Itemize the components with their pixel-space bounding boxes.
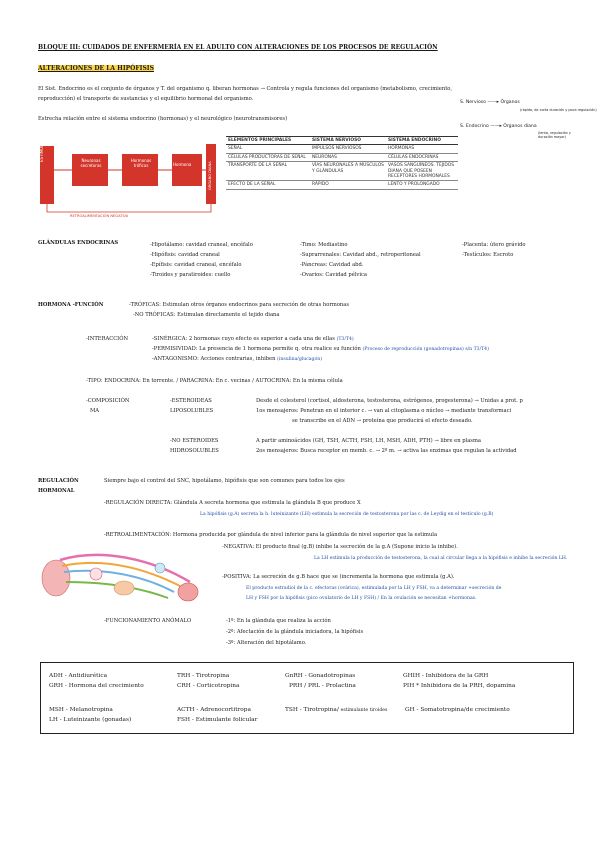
esteroideas-desc-3: se transcribe en el ADN → proteína que producirá el efecto deseado.: [292, 418, 473, 424]
table-header-cell: SISTEMA NERVIOSO: [310, 137, 386, 145]
permisividad: [152, 346, 489, 352]
table-cell: RÁPIDO: [310, 181, 386, 189]
diagram-target: ÓRGANO DIANA: [208, 161, 212, 190]
composicion-label-2: MA: [90, 408, 100, 414]
comparison-table: [226, 136, 458, 190]
legend-item-note: estimulante tiroides: [340, 708, 388, 713]
table-cell: VÍAS NEURONALES A MÚSCULOS Y GLÁNDULAS: [310, 162, 386, 181]
legend-item: LH - Luteinizante (gonadas): [49, 717, 132, 723]
regulacion-directa-note: La hipófisis (g.A) secreta la h. luteinizante (LH) estimula la secreción de testosterona por las c. de Leydig en el testículo (g.B): [200, 512, 494, 517]
hormona-no-troficas: -NO TRÓFICAS: Estimulan directamente el tejido diana: [133, 312, 280, 318]
section-subtitle: ALTERACIONES DE LA HIPÓFISIS: [38, 65, 154, 72]
table-cell: SEÑAL: [226, 145, 310, 153]
anomalo-2: -2º: Afectación de la glándula iniciadora, la hipófisis: [226, 629, 364, 635]
table-cell: HORMONAS: [386, 145, 458, 153]
table-header-row: [226, 137, 458, 145]
legend-item: TRH - Tirotropina: [177, 673, 230, 679]
sinergica-note: (T3/T4): [336, 337, 354, 342]
legend-item: GH - Somatotropina/de crecimiento: [405, 707, 510, 713]
legend-item: CRH - Corticotropina: [177, 683, 240, 689]
permisividad-note: (Proceso de reproducción (gonadotropinas) s/n T3/T4): [362, 347, 489, 352]
page-title: BLOQUE III: CUIDADOS DE ENFERMERÍA EN EL ADULTO CON ALTERACIONES DE LOS PROCESOS DE REGULACIÓN: [38, 44, 438, 51]
glandulas-col1: [150, 240, 253, 280]
interaccion-label: -INTERACCIÓN: [86, 336, 129, 342]
side-note-endocrino-target: Órganos diana: [503, 124, 537, 129]
list-item: -Timo: Mediastino: [300, 242, 348, 248]
sinergica-text: -SINÉRGICA: 2 hormonas cuyo efecto es superior a cada una de ellas: [152, 336, 335, 342]
feedback-illustration: [40, 552, 200, 606]
retro-negativa-note: La LH estimula la producción de testosterona, la cual al circular llega a la hipófisis e inhibe la secreción LH.: [314, 556, 568, 561]
table-row: [226, 153, 458, 161]
side-note-nervioso-target: Órganos: [500, 100, 520, 105]
legend-item: ACTH - Adrenocortitropa: [177, 707, 251, 713]
legend-item: ADH - Antidiurética: [49, 673, 108, 679]
regulacion-intro: Siempre bajo el control del SNC, hipotálamo, hipófisis que son comunes para todos los ejes: [104, 478, 345, 484]
legend-item: PRH / PRL - Prolactina: [289, 683, 356, 689]
table-cell: LENTO Y PROLONGADO: [386, 181, 458, 189]
table-cell: VASOS SANGUÍNEOS. TEJIDOS DIANA QUE POSEEN RECEPTORES HORMONALES: [386, 162, 458, 181]
anomalo-1: -1º: En la glándula que realiza la acción: [226, 618, 331, 624]
hormona-troficas: -TRÓFICAS: Estimulan otros órganos endocrinos para secreción de otras hormonas: [129, 302, 349, 308]
list-item: -Hipófisis: cavidad craneal: [150, 252, 220, 258]
table-row: [226, 162, 458, 181]
legend-item: MSH - Melanotropina: [49, 707, 113, 713]
diagram-bottom: RETROALIMENTACIÓN NEGATIVA: [70, 214, 129, 218]
esteroideas-label: -ESTEROIDEAS: [170, 398, 212, 404]
hidrosolubles-label: HIDROSOLUBLES: [170, 448, 219, 454]
diagram-stimulus: ESTÍMULO: [39, 141, 44, 162]
sinergica: [152, 336, 354, 342]
table-cell: EFECTO DE LA SEÑAL: [226, 181, 310, 189]
regulacion-label-2: HORMONAL: [38, 488, 75, 494]
organ-shape: [155, 563, 165, 573]
legend-item: PIH * Inhibidora de la PRH, dopamina: [403, 683, 516, 689]
retro-positiva-note-2: LH y FSH por la hipófisis (pico ovulatorio de LH y FSH) / En la ovulación se necesitan +hormonas.: [246, 596, 477, 601]
retroalimentacion: -RETROALIMENTACIÓN: Hormona producida por glándula de nivel inferior para la glándula de nivel superior que la estimula: [104, 532, 438, 538]
list-item: -Páncreas: Cavidad abd.: [300, 262, 364, 268]
table-cell: CÉLULAS PRODUCTORAS DE SEÑAL: [226, 153, 310, 161]
tipo-line: -TIPO: ENDOCRINA: En torrente. / PARACRINA: En c. vecinas / AUTOCRINA: En la misma célula: [86, 378, 343, 384]
antagonismo-text: -ANTAGONISMO: Acciones contrarias, inhiben: [152, 356, 276, 362]
table-cell: IMPULSOS NERVIOSOS: [310, 145, 386, 153]
diagram-box1: Neuronas secretoras: [80, 158, 102, 168]
side-note-endocrino: [460, 124, 537, 129]
regulacion-label-1: REGULACIÓN: [38, 478, 79, 484]
intro-line-3: Estrecha relación entre el sistema endocrino (hormonas) y el neurológico (neurotransmisores): [38, 116, 288, 122]
box3-rect: [172, 154, 202, 186]
liposolubles-label: LIPOSOLUBLES: [170, 408, 214, 414]
table-row: [226, 181, 458, 189]
diagram-box2: Hormonas tróficas: [130, 158, 152, 168]
glandulas-col3: [462, 240, 526, 260]
table-header-cell: ELEMENTOS PRINCIPALES: [226, 137, 310, 145]
side-note-endocrino-label: S. Endocrino: [460, 124, 489, 129]
legend-item: [285, 707, 387, 713]
intro-line-2: reproducción) el transporte de sustancias y el equilibrio hormonal del organismo.: [38, 96, 254, 102]
retro-positiva: -POSITIVA: La secreción de g.B hace que se (incrementa la hormona que estimula (g.A).: [222, 574, 455, 580]
legend-item-main: TSH - Tirotropina/: [285, 707, 339, 713]
retro-negativa: -NEGATIVA: El producto final (g.B) inhibe la secreción de la g.A (Supone inicio la inhibe).: [222, 544, 458, 550]
list-item: -Hipotálamo: cavidad craneal, encéfalo: [150, 242, 253, 248]
list-item: -Testículos: Escroto: [462, 252, 514, 258]
side-note-nervioso-sub: (rápida, de corta duración y poca regulación): [520, 108, 597, 112]
side-note-nervioso: [460, 100, 520, 105]
retro-positiva-note-1: El producto estradiol de la c. efectoras (ovárica), estimulada por la LH y FSH, va a determinar +secreción de: [246, 586, 502, 591]
antagonismo-note: (insulina/glucagón): [277, 357, 322, 362]
table-row: [226, 145, 458, 153]
list-item: -Epífisis: cavidad craneal, encéfalo: [150, 262, 242, 268]
esteroideas-desc-2: 1os mensajeros: Penetran en el interior c. → van al citoplasma o núcleo → mediante transformaci: [256, 408, 512, 414]
legend-item: FSH - Estimulante folicular: [177, 717, 258, 723]
antagonismo: [152, 356, 322, 362]
feedback-loop: [47, 204, 211, 212]
legend-item: GnRH - Gonadotropinas: [285, 673, 356, 679]
funcionamiento-anomalo-label: -FUNCIONAMIENTO ANÓMALO: [104, 618, 192, 624]
organ-shape: [114, 581, 134, 595]
list-item: -Placenta: útero grávido: [462, 242, 526, 248]
diagram-box3: Hormona: [173, 162, 192, 167]
list-item: -Suprarrenales: Cavidad abd., retroperitoneal: [300, 252, 421, 258]
organ-shape: [90, 568, 102, 580]
table-cell: CÉLULAS ENDOCRINAS: [386, 153, 458, 161]
legend-item: GRH - Hormona del crecimiento: [49, 683, 144, 689]
legend-item: GHIH - Inhibidora de la GRH: [403, 673, 489, 679]
no-esteroides-desc-1: A partir aminoácidos (GH, TSH, ACTH, FSH, LH, MSH, ADH, PTH) → libre en plasma: [256, 438, 481, 444]
side-note-nervioso-label: S. Nervioso: [460, 100, 486, 105]
abbreviations-legend: [40, 662, 574, 734]
glandulas-col2: [300, 240, 421, 280]
table-cell: NEURONAS: [310, 153, 386, 161]
arrow-icon: ——▸: [490, 124, 504, 129]
table-cell: TRANSPORTE DE LA SEÑAL: [226, 162, 310, 181]
table-header-cell: SISTEMA ENDOCRINO: [386, 137, 458, 145]
composicion-label: -COMPOSICIÓN: [86, 398, 130, 404]
no-esteroides-label: -NO ESTEROIDES: [170, 438, 219, 444]
endocrine-flow-diagram: [38, 136, 218, 220]
arrow-icon: ——▸: [487, 100, 501, 105]
list-item: -Tiroides y paratiroides: cuello: [150, 272, 231, 278]
list-item: -Ovarios: Cavidad pélvica: [300, 272, 368, 278]
regulacion-directa: -REGULACIÓN DIRECTA: Glándula A secreta hormona que estimula la glándula B que produce X: [104, 500, 361, 506]
anomalo-3: -3º: Alteración del hipotálamo.: [226, 640, 307, 646]
esteroideas-desc-1: Desde el colesterol (cortisol, aldosterona, testosterona, estrógenos, progesterona) → Unidas a prot. p: [256, 398, 523, 404]
side-note-endocrino-sub: (lenta, regulación y duración mayor): [538, 131, 571, 139]
hormona-label: HORMONA -FUNCIÓN: [38, 302, 104, 308]
no-esteroides-desc-2: 2os mensajeros: Busca receptor en memb. c. → 2º m. → activa las enzimas que regulan la actividad: [256, 448, 517, 454]
glandulas-label: GLÁNDULAS ENDOCRINAS: [38, 240, 119, 246]
pathway-curve: [60, 555, 190, 582]
permisividad-text: -PERMISIVIDAD: La presencia de 1 hormona permite q. otra realice su función: [152, 346, 361, 352]
intro-line-1: El Sist. Endocrino es el conjunto de órganos y T. del organismo q. liberan hormonas → Controla y regula funciones del organismo (metabolismo, crecimiento,: [38, 86, 453, 92]
organ-shape: [178, 583, 198, 601]
